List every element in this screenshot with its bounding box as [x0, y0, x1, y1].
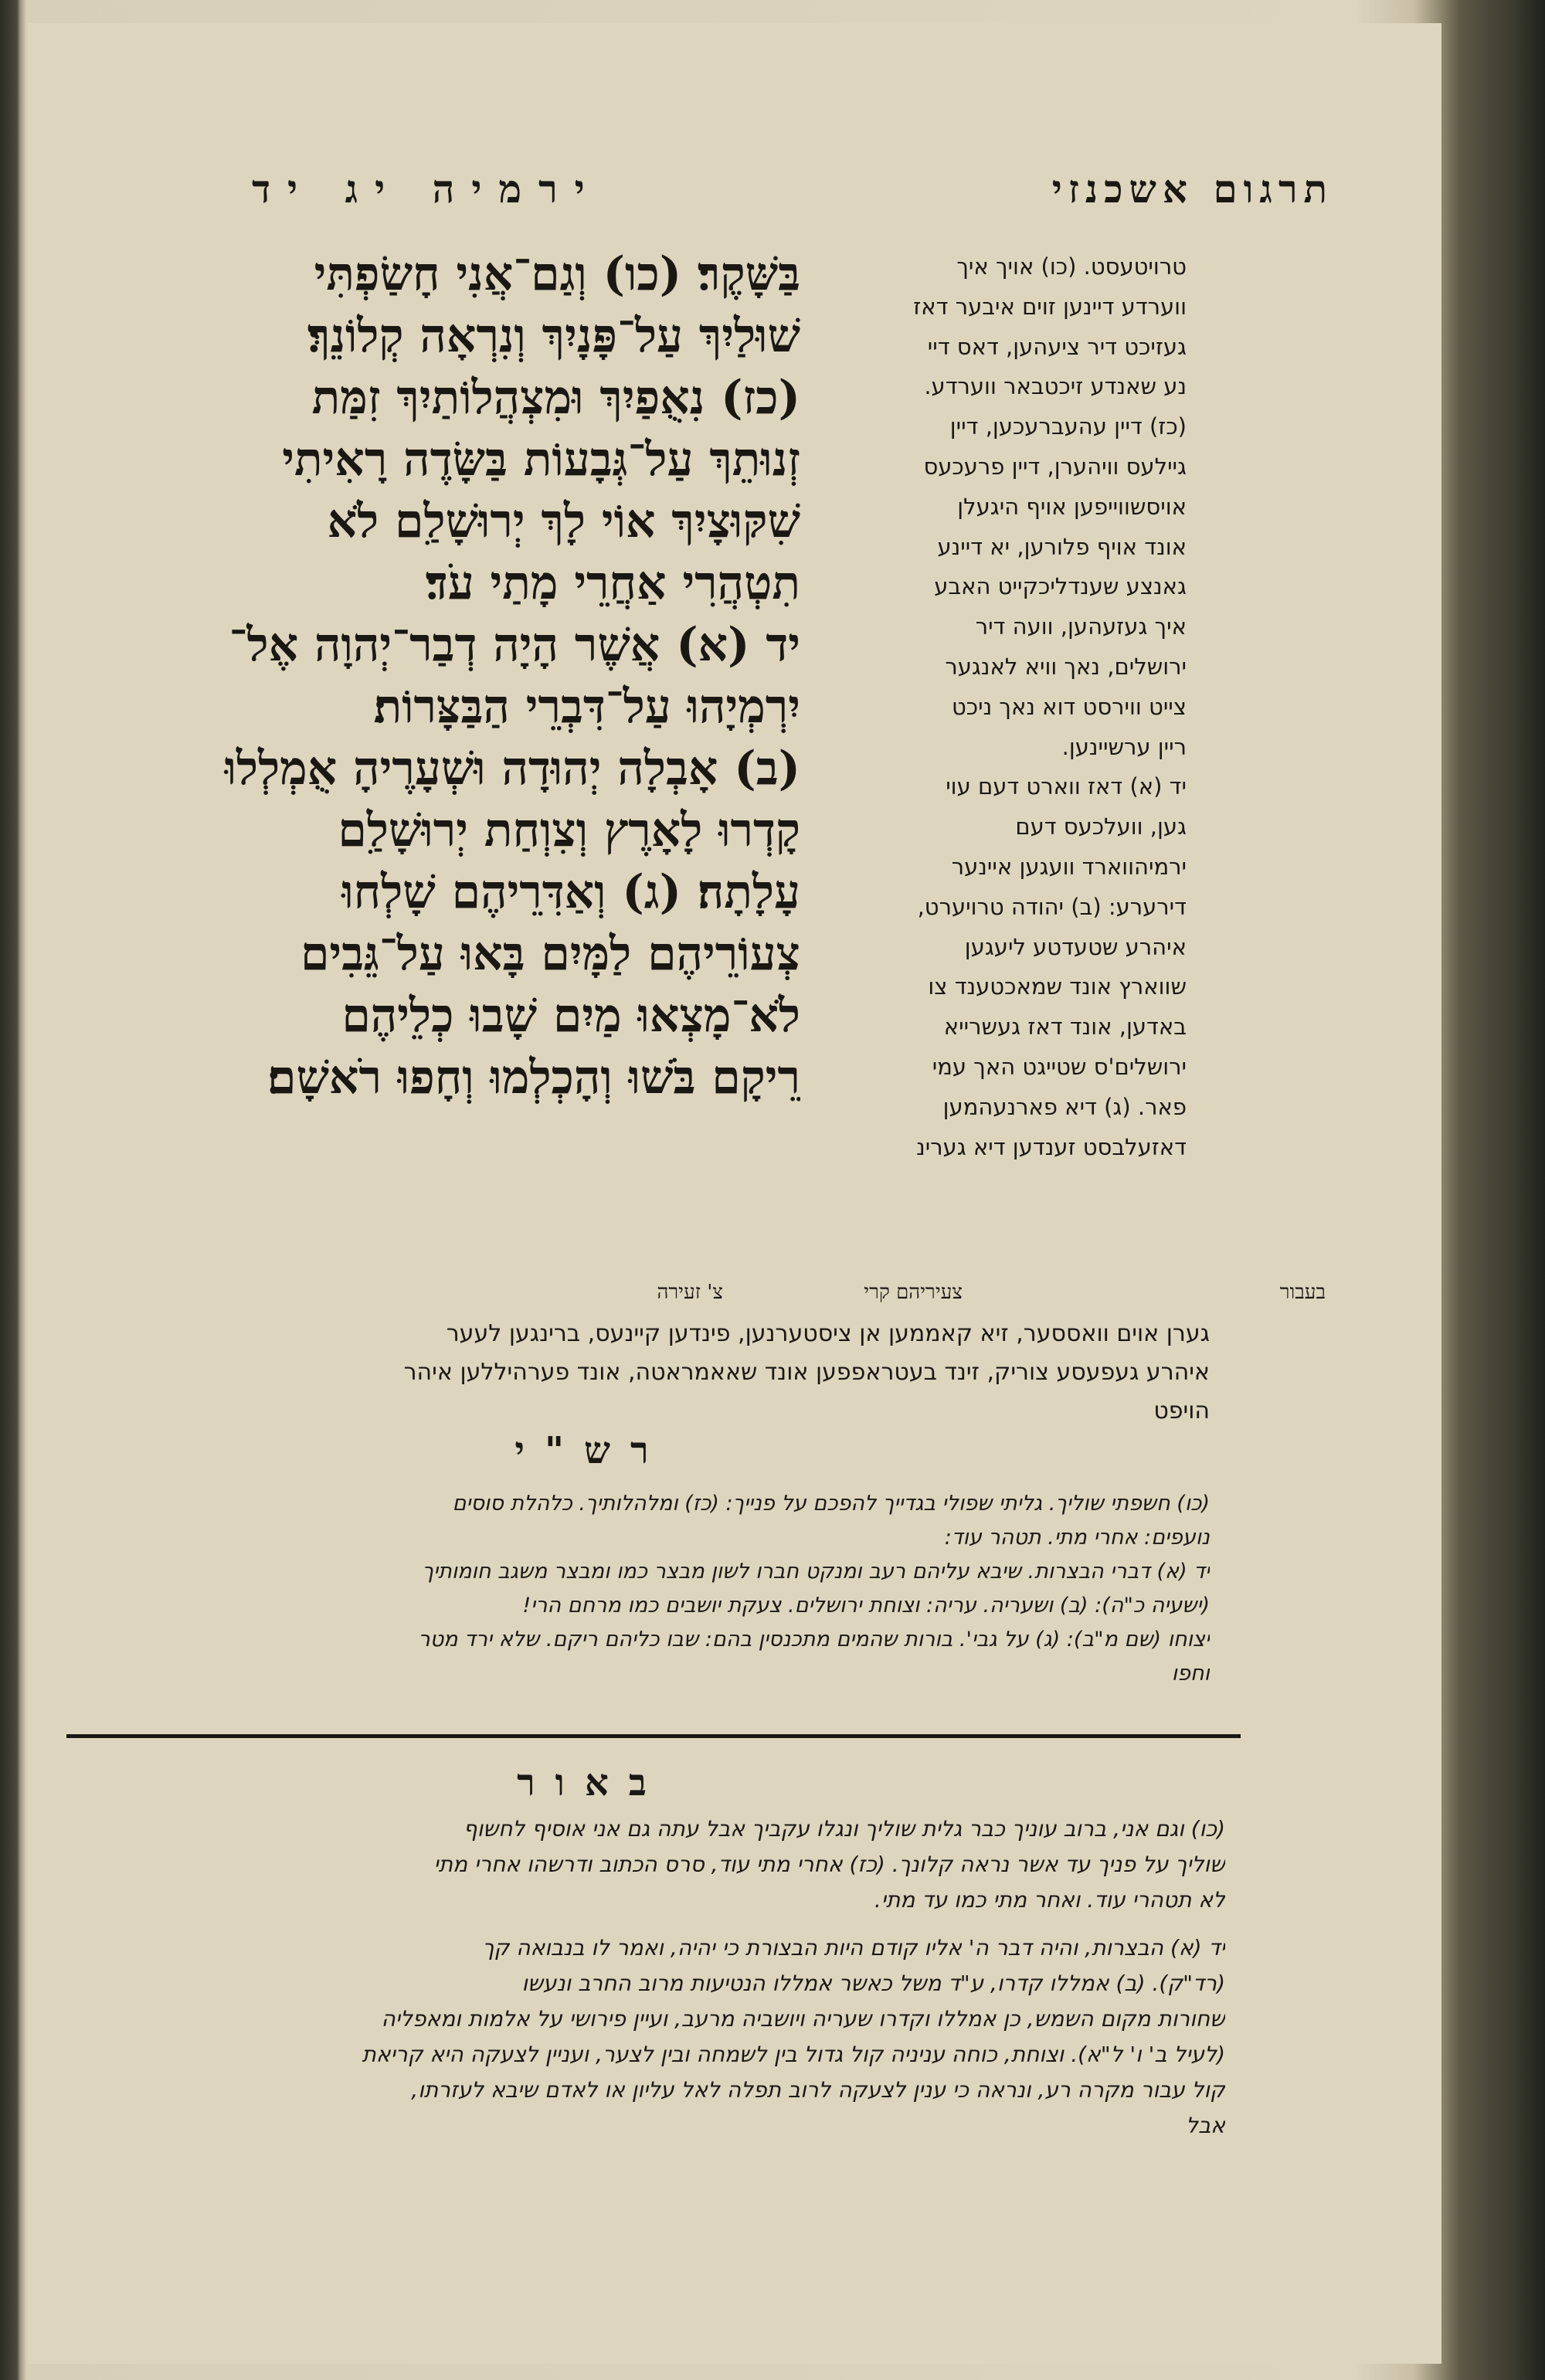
rashi-line: נועפים: אחרי מתי. תטהר עוד:	[944, 1526, 1210, 1550]
hebrew-text-column	[74, 243, 800, 1294]
targum-line: טרויטעסט. (כו) אויך איך	[956, 253, 1187, 280]
targum-line: באדען, אונד דאז געשרייא	[943, 1013, 1187, 1041]
hebrew-verse-line: (כז) נִאֻפַיִךְ וּמִצְהֲלוֹתַיִךְ זִמַּת	[311, 371, 800, 425]
biur-line: לא תטהרי עוד. ואחר מתי כמו עד מתי.	[874, 1887, 1225, 1913]
rashi-line: יצוחו (שם מ"ב): (ג) על גבי'. בורות שהמים מתכנסין בהם: שבו כליהם ריקם. שלא ירד מטר	[418, 1628, 1210, 1652]
targum-line: דירערע: (ב) יהודה טרויערט,	[917, 893, 1187, 920]
biur-line: שוליך על פניך עד אשר נראה קלונך. (כז) אחרי מתי עוד, סרס הכתוב ודרשהו אחרי מתי	[433, 1852, 1225, 1877]
hebrew-verse-line: לֹא־מָצְאוּ מַיִם שָׁבוּ כְלֵיהֶם	[341, 989, 800, 1043]
biur-heading: באור	[517, 1761, 667, 1805]
running-header-chapter: ירמיה יג יד	[252, 166, 602, 212]
note-baavur: בעבור	[1279, 1281, 1326, 1304]
hebrew-verse-line: שִׁקּוּצָיִךְ אוֹי לָךְ יְרוּשָׁלַ͏ִם לֹא	[327, 494, 800, 548]
targum-column	[831, 247, 1187, 1275]
targum-line: ירושלים, נאך וויא לאנגער	[945, 653, 1187, 680]
targum-line: (כז) דיין עהעברעכען, דיין	[949, 413, 1187, 440]
biur-line	[66, 1918, 1225, 1930]
biur-line: שחורות מקום השמש, כן אמללו וקדרו שעריה ויושביה מרעב, ועיין פירושי על אלמות ומאפליה	[381, 2006, 1225, 2032]
continuation-line: הויפט	[1153, 1397, 1210, 1424]
continuation-line: גערן אוים וואססער, זיא קאממען אן ציסטערנען, פינדען קיינעס, ברינגען לעער	[446, 1320, 1210, 1347]
hebrew-verse-line: יִרְמְיָהוּ עַל־דִּבְרֵי הַבַּצָּרוֹת׃	[373, 680, 800, 734]
targum-line: גען, וועלכעס דעם	[1015, 813, 1187, 840]
targum-line: ווערדע דיינען זוים איבער דאז	[913, 293, 1187, 320]
rashi-line: וחפו	[1171, 1662, 1210, 1686]
targum-line: איהרע שטעדטע ליעגען	[964, 933, 1187, 960]
targum-line: פאר. (ג) דיא פארנעהמען	[942, 1093, 1187, 1120]
hebrew-verse-line: עָלָתָה׃ (ג) וְאַדִּרֵיהֶם שָׁלְחוּ	[341, 865, 800, 919]
hebrew-verse-line: שׁוּלַיִךְ עַל־פָּנָיִךְ וְנִרְאָה קְלוֹנֵךְ׃	[307, 309, 800, 363]
targum-line: גיילעס וויהערן, דיין פרעכעס	[923, 453, 1187, 480]
note-qere: צעיריהם קרי	[864, 1281, 963, 1304]
hebrew-verse-line: יד (א) אֲשֶׁר הָיָה דְבַר־יְהוָה אֶל־	[229, 618, 800, 672]
hebrew-verse-line: זְנוּתֵךְ עַל־גְּבָעוֹת בַּשָּׂדֶה רָאִיתִי	[282, 433, 800, 487]
rashi-line: (כו) חשפתי שוליך. גליתי שפולי בגדייך להפכם על פנייך: (כז) ומלהלותיך. כלהלת סוסים	[452, 1492, 1210, 1516]
hebrew-verse-line: תִטְהֲרִי אַחֲרֵי מָתַי עֹד׃	[425, 556, 800, 610]
biur-line: יד (א) הבצרות, והיה דבר ה' אליו קודם היות הבצורת כי יהיה, ואמר לו בנבואה קך	[482, 1935, 1225, 1961]
hebrew-verse-line: (ב) אָבְלָה יְהוּדָה וּשְׁעָרֶיהָ אֻמְלְלוּ	[224, 742, 800, 796]
running-header-targum: תרגום אשכנזי	[1051, 166, 1333, 212]
biur-commentary	[66, 1811, 1225, 2144]
biur-line: (רד"ק). (ב) אמללו קדרו, ע"ד משל כאשר אמללו הנטיעות מרוב החרב ונעשו	[521, 1971, 1225, 1996]
hebrew-verse-line: בַּשָּׁקֶר׃ (כו) וְגַם־אֲנִי חָשַׂפְתִּי	[314, 247, 800, 301]
biur-line: (לעיל ב' ו' ל"א). וצוחת, כוחה עניניה קול גדול בין לשמחה ובין לצער, ועניין לצעקה היא קריאת	[362, 2042, 1225, 2067]
hebrew-verse-line: רֵיקָם בֹּשׁוּ וְהָכְלְמוּ וְחָפוּ רֹאשָׁם׃	[267, 1051, 800, 1105]
biur-line: (כו) וגם אני, ברוב עוניך כבר גלית שוליך ונגלו עקביך אבל עתה גם אני אוסיף לחשוף	[463, 1816, 1225, 1842]
targum-line: אויסשווייפען אויף היגעלן	[957, 493, 1187, 520]
targum-line: איך געזעהען, וועה דיר	[975, 613, 1187, 640]
targum-line: אונד אויף פלורען, יא דיינע	[937, 533, 1187, 560]
targum-line: צייט ווירסט דוא נאך ניכט	[951, 693, 1187, 720]
rashi-line: יד (א) דברי הבצרות. שיבא עליהם רעב ומנקט חברו לשון מבצר כמו ומבצר משגב חומותיך	[422, 1560, 1210, 1584]
targum-line: ירמיהווארד וועגען איינער	[951, 853, 1187, 880]
targum-continuation	[66, 1315, 1210, 1431]
targum-line: געזיכט דיר ציעהען, דאס דיי	[927, 333, 1187, 360]
rashi-commentary	[66, 1487, 1210, 1691]
rashi-heading: רש"י	[514, 1429, 669, 1472]
book-page	[28, 23, 1441, 2364]
masoretic-notes	[121, 1281, 1326, 1312]
hebrew-verse-line: קָדְרוּ לָאָרֶץ וְצִוְחַת יְרוּשָׁלַ͏ִם	[338, 803, 800, 857]
rashi-line: (ישעיה כ"ה): (ב) ושעריה. עריה: וצוחת ירושלים. צעקת יושבים כמו מרחם הרי!	[522, 1594, 1210, 1618]
continuation-line: איהרע געפעסע צוריק, זינד בעטראפפען אונד שאאמראטה, אונד פערהיללען איהר	[403, 1359, 1210, 1386]
hebrew-verse-line: צְעוֹרֵיהֶם לַמָּיִם בָּאוּ עַל־גֵּבִים	[300, 927, 800, 981]
biur-line: אבל	[1186, 2113, 1225, 2138]
targum-line: ירושלים'ס שטייגט האך עמי	[932, 1053, 1187, 1080]
section-divider	[66, 1734, 1241, 1738]
note-tsadi: צ' זעירה	[657, 1281, 723, 1304]
targum-line: ריין ערשיינען.	[1061, 733, 1187, 760]
targum-line: דאזעלבסט זענדען דיא גערינ	[916, 1133, 1187, 1160]
targum-line: גאנצע שענדליכקייט האבע	[934, 573, 1187, 600]
targum-line: נע שאנדע זיכטבאר ווערדע.	[924, 373, 1187, 400]
targum-line: שווארץ אונד שמאכטענד צו	[928, 973, 1187, 1000]
biur-line: קול עבור מקרה רע, ונראה כי ענין לצעקה לרוב תפלה לאל עליון או לאדם שיבא לעזרתו,	[411, 2077, 1225, 2103]
targum-line: יד (א) דאז ווארט דעם עוי	[946, 773, 1187, 800]
